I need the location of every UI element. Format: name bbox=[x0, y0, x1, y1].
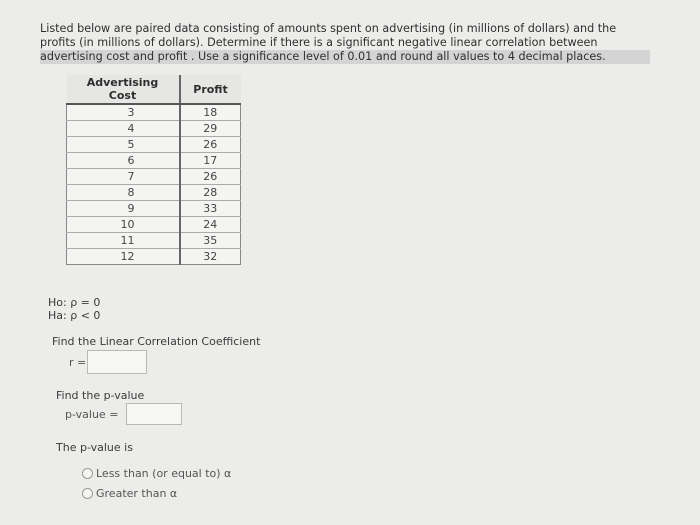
table-row bbox=[67, 201, 241, 217]
cell-profit: 33 bbox=[180, 201, 241, 217]
cell-advertising-cost: 9 bbox=[67, 201, 180, 217]
table-row bbox=[67, 153, 241, 169]
cell-profit: 29 bbox=[180, 121, 241, 137]
table-header-row bbox=[67, 75, 241, 104]
option-less-than-alpha[interactable] bbox=[82, 467, 231, 480]
radio-button[interactable] bbox=[82, 468, 93, 479]
cell-profit: 26 bbox=[180, 169, 241, 185]
prompt-line-3: advertising cost and profit . Use a significance level of 0.01 and round all values to 4 decimal places. bbox=[40, 50, 650, 64]
conclusion-section-title: The p-value is bbox=[56, 441, 133, 454]
table-row bbox=[67, 137, 241, 153]
prompt-line-1: Listed below are paired data consisting of amounts spent on advertising (in millions of dollars) and the bbox=[40, 22, 617, 35]
null-hypothesis: Ho: ρ = 0 bbox=[48, 296, 101, 309]
header-advertising-cost: Advertising Cost bbox=[67, 75, 180, 104]
r-label: r = bbox=[69, 356, 87, 369]
option-label: Greater than α bbox=[96, 487, 178, 500]
table-row bbox=[67, 169, 241, 185]
cell-profit: 32 bbox=[180, 249, 241, 265]
pvalue-section-title: Find the p-value bbox=[56, 389, 145, 402]
cell-profit: 17 bbox=[180, 153, 241, 169]
cell-advertising-cost: 7 bbox=[67, 169, 180, 185]
table-row bbox=[67, 185, 241, 201]
cell-advertising-cost: 10 bbox=[67, 217, 180, 233]
cell-profit: 24 bbox=[180, 217, 241, 233]
pvalue-input[interactable] bbox=[126, 403, 182, 425]
cell-advertising-cost: 6 bbox=[67, 153, 180, 169]
cell-profit: 35 bbox=[180, 233, 241, 249]
option-label: Less than (or equal to) α bbox=[96, 467, 232, 480]
table-row bbox=[67, 249, 241, 265]
question-prompt bbox=[40, 22, 650, 64]
cell-profit: 26 bbox=[180, 137, 241, 153]
cell-advertising-cost: 4 bbox=[67, 121, 180, 137]
option-greater-than-alpha[interactable] bbox=[82, 487, 177, 500]
pvalue-label: p-value = bbox=[65, 408, 119, 421]
table-row bbox=[67, 104, 241, 121]
cell-profit: 28 bbox=[180, 185, 241, 201]
cell-advertising-cost: 8 bbox=[67, 185, 180, 201]
table-row bbox=[67, 217, 241, 233]
alternative-hypothesis: Ha: ρ < 0 bbox=[48, 309, 101, 322]
radio-button[interactable] bbox=[82, 488, 93, 499]
correlation-section-title: Find the Linear Correlation Coefficient bbox=[52, 335, 261, 348]
cell-advertising-cost: 5 bbox=[67, 137, 180, 153]
cell-advertising-cost: 12 bbox=[67, 249, 180, 265]
cell-profit: 18 bbox=[180, 104, 241, 121]
table-row bbox=[67, 121, 241, 137]
cell-advertising-cost: 3 bbox=[67, 104, 180, 121]
header-profit: Profit bbox=[180, 75, 241, 104]
r-input[interactable] bbox=[87, 350, 147, 374]
cell-advertising-cost: 11 bbox=[67, 233, 180, 249]
prompt-line-2: profits (in millions of dollars). Determine if there is a significant negative linear correlation between bbox=[40, 36, 598, 49]
table-row bbox=[67, 233, 241, 249]
paired-data-table bbox=[66, 75, 241, 265]
